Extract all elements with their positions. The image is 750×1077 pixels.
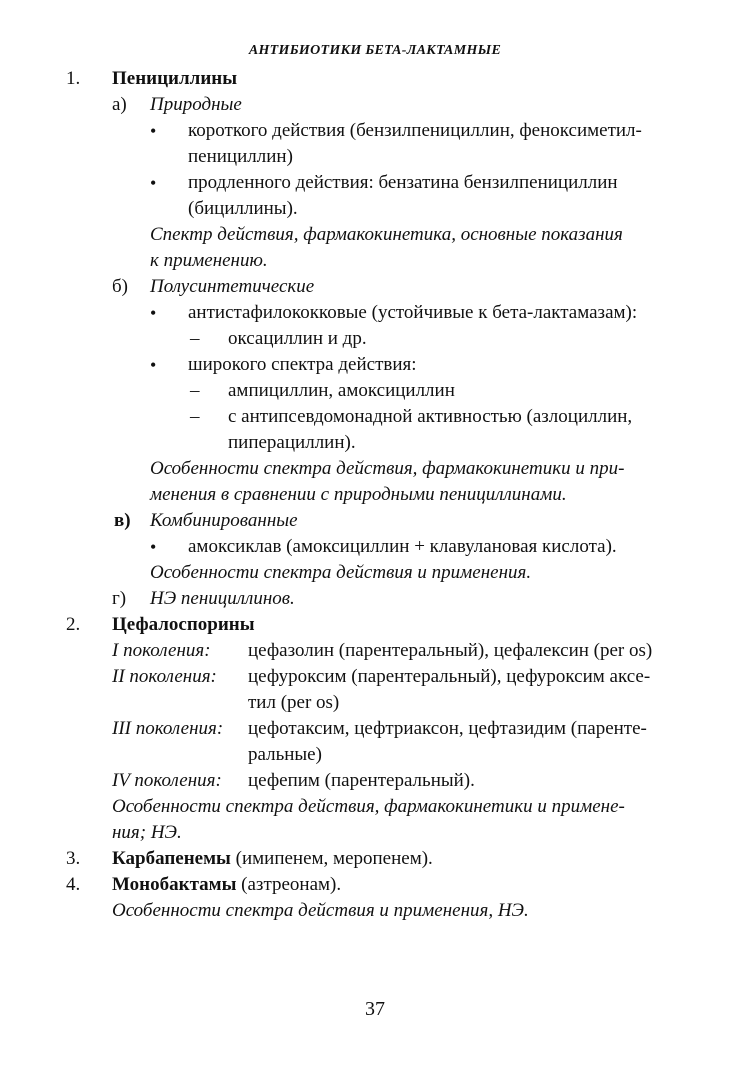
bullet-icon: • [150,121,157,141]
list-item: амоксиклав (амоксициллин + клавулановая кислота). [188,536,617,557]
subsection-a-note-continuation: к применению. [150,250,268,271]
bullet-icon: • [150,173,157,193]
generation-4-label: IV поколения: [112,770,222,791]
generation-2-label: II поколения: [112,666,217,687]
generation-1-text: цефазолин (парентеральный), цефалексин (per os) [248,640,653,661]
subsection-c-letter: в) [114,510,131,531]
section-2-note: Особенности спектра действия, фармакокинетики и примене- [112,796,625,817]
dash-icon: – [190,380,200,401]
list-item-continuation: пенициллин) [188,146,293,167]
section-2-title: Цефалоспорины [112,614,255,635]
generation-3-text: цефотаксим, цефтриаксон, цефтазидим (паренте- [248,718,647,739]
generation-3-label: III поколения: [112,718,224,739]
generation-1-label: I поколения: [112,640,211,661]
subsection-a-title: Природные [150,94,242,115]
sub-list-item-continuation: пиперациллин). [228,432,356,453]
section-2-number: 2. [66,614,81,635]
subsection-a-letter: а) [112,94,127,115]
dash-icon: – [190,406,200,427]
bullet-icon: • [150,537,157,557]
section-2-note-continuation: ния; НЭ. [112,822,182,843]
list-item: продленного действия: бензатина бензилпенициллин [188,172,618,193]
subsection-b-note: Особенности спектра действия, фармакокинетики и при- [150,458,625,479]
section-4-line [112,872,341,898]
list-item: антистафилококковые (устойчивые к бета-лактамазам): [188,302,638,323]
generation-2-text-continuation: тил (per os) [248,692,340,713]
section-4-note: Особенности спектра действия и применения, НЭ. [112,900,529,921]
bullet-icon: • [150,355,157,375]
section-3-number: 3. [66,848,81,869]
list-item: широкого спектра действия: [188,354,417,375]
section-3-text: (имипенем, меропенем). [230,848,433,869]
subsection-b-letter: б) [112,276,128,297]
sub-list-item: ампициллин, амоксициллин [228,380,455,401]
subsection-b-note-continuation: менения в сравнении с природными пенициллинами. [150,484,567,505]
sub-list-item: оксациллин и др. [228,328,367,349]
subsection-c-title: Комбинированные [150,510,298,531]
generation-2-text: цефуроксим (парентеральный), цефуроксим аксе- [248,666,651,687]
section-4-title: Монобактамы [112,874,237,895]
subsection-d-title: НЭ пенициллинов. [150,588,295,609]
page-number: 37 [365,998,385,1020]
list-item-continuation: (бициллины). [188,198,298,219]
section-1-number: 1. [66,68,81,89]
page-header: АНТИБИОТИКИ БЕТА-ЛАКТАМНЫЕ [248,43,502,58]
section-4-text: (азтреонам). [236,874,342,895]
list-item: короткого действия (бензилпенициллин, феноксиметил- [188,120,642,141]
subsection-b-title: Полусинтетические [150,276,315,297]
subsection-c-note: Особенности спектра действия и применения. [150,562,532,583]
section-3-title: Карбапенемы [112,848,231,869]
section-4-number: 4. [66,874,81,895]
section-1-title: Пенициллины [112,68,238,89]
generation-4-text: цефепим (парентеральный). [248,770,475,791]
section-3-line [112,846,433,872]
subsection-a-note: Спектр действия, фармакокинетика, основные показания [150,224,623,245]
generation-3-text-continuation: ральные) [248,744,322,765]
sub-list-item: с антипсевдомонадной активностью (азлоциллин, [228,406,633,427]
bullet-icon: • [150,303,157,323]
dash-icon: – [190,328,200,349]
subsection-d-letter: г) [112,588,127,609]
